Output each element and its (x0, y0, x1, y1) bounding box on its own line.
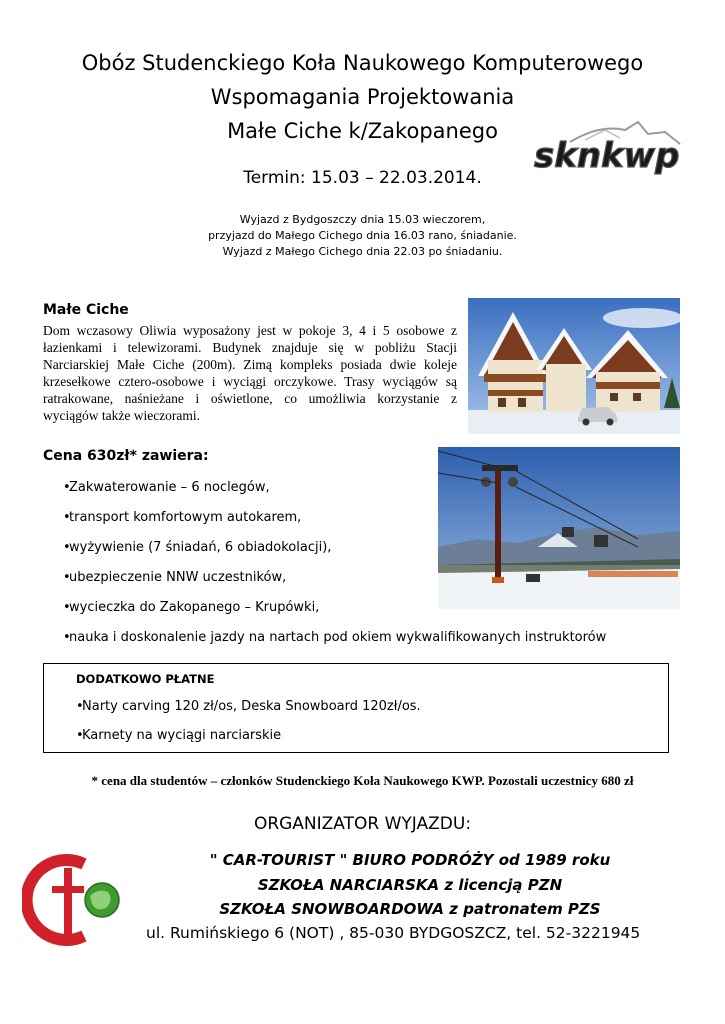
trip-line-3: Wyjazd z Małego Cichego dnia 22.03 po śniadaniu. (222, 245, 503, 258)
date-range: Termin: 15.03 – 22.03.2014. (243, 168, 482, 188)
organizer-line-1: " CAR-TOURIST " BIURO PODRÓŻY od 1989 roku (209, 851, 611, 869)
car-tourist-logo (22, 850, 128, 950)
list-item: • Narty carving 120 zł/os, Deska Snowboard 120zł/os. (56, 699, 656, 728)
list-item: • ubezpieczenie NNW uczestników, (43, 569, 683, 599)
place-heading: Małe Ciche (43, 302, 129, 318)
price-heading: Cena 630zł* zawiera: (43, 448, 209, 464)
list-item: • Karnety na wyciągi narciarskie (56, 728, 656, 757)
organizer-address: ul. Rumińskiego 6 (NOT) , 85-030 BYDGOSZCZ, tel. 52-3221945 (146, 924, 641, 942)
list-item: • Zakwaterowanie – 6 noclegów, (43, 479, 683, 509)
trip-schedule (0, 212, 725, 260)
trip-line-2: przyjazd do Małego Cichego dnia 16.03 rano, śniadanie. (208, 229, 517, 242)
organizer-line-3: SZKOŁA SNOWBOARDOWA z patronatem PZS (219, 900, 601, 918)
list-item: • nauka i doskonalenie jazdy na nartach pod okiem wykwalifikowanych instruktorów (43, 629, 683, 659)
list-item: • transport komfortowym autokarem, (43, 509, 683, 539)
list-item: • wycieczka do Zakopanego – Krupówki, (43, 599, 683, 629)
organizer-line-2: SZKOŁA NARCIARSKA z licencją PZN (257, 876, 563, 894)
extra-paid-box (43, 663, 669, 753)
extra-paid-heading: DODATKOWO PŁATNE (76, 672, 215, 686)
chairlift-photo (438, 447, 680, 609)
extra-paid-list (56, 699, 656, 757)
chalet-photo (468, 298, 680, 434)
organizer-heading: ORGANIZATOR WYJAZDU: (253, 814, 472, 834)
place-description: Dom wczasowy Oliwia wyposażony jest w pokoje 3, 4 i 5 osobowe z łazienkami i telewizorami. Budynek znajduje się w pobliżu Stacji Narciarskiej Małe Ciche (200m). Zimą kompleks posiada dwie koleje krzesełkowe cztero-osobowe i wyciągi orczykowe. Trasy wyciągów są ratrakowane, naśnieżane i oświetlone, co umożliwia korzystanie z wyciągów także wieczorami. (43, 323, 457, 423)
page-title-line-1: Obóz Studenckiego Koła Naukowego Komputerowego (81, 51, 644, 75)
sknkwp-logo-text: sknkwp (534, 136, 680, 176)
price-footnote: * cena dla studentów – członków Studenckiego Koła Naukowego KWP. Pozostali uczestnicy 680 zł (91, 773, 634, 788)
page-title-line-2: Wspomagania Projektowania (210, 85, 515, 109)
trip-line-1: Wyjazd z Bydgoszczy dnia 15.03 wieczorem, (239, 213, 486, 226)
list-item: • wyżywienie (7 śniadań, 6 obiadokolacji), (43, 539, 683, 569)
page-title-line-3: Małe Ciche k/Zakopanego (227, 119, 498, 143)
